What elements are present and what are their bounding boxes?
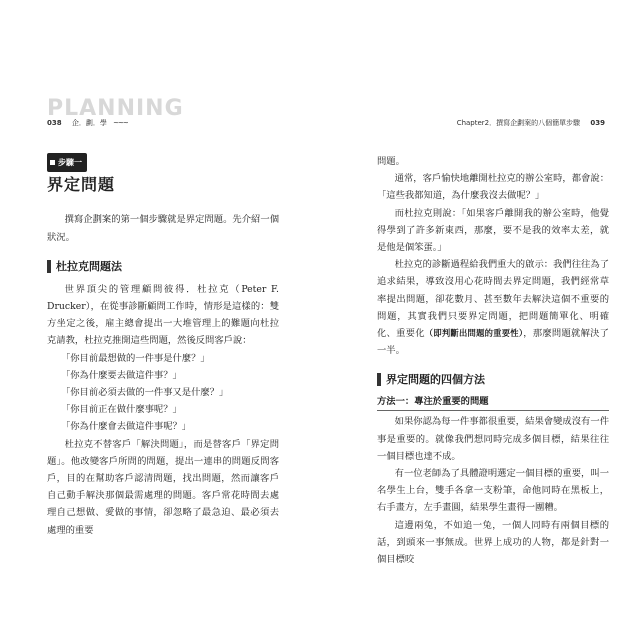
book-spread [47, 96, 609, 566]
paragraph: 有一位老師為了具體證明選定一個目標的重要，叫一名學生上台，雙手各拿一支粉筆，命他同時在黑板上，右手畫方，左手畫圓，結果學生畫得一團糟。 [377, 468, 609, 514]
paragraph [377, 256, 609, 359]
wave-ornament: ~~~ [113, 119, 128, 127]
continued-text: 問題。 [377, 156, 405, 167]
method-heading: 方法一：專注於重要的問題 [377, 394, 609, 411]
page-title: 界定問題 [47, 175, 116, 195]
paragraph-text: 杜拉克的診斷過程給我們重大的啟示：我們往往為了追求結果，導致沒用心花時間去界定問題，我們經常草率提出問題，卻花數月、甚至數年去解決這個不重要的問題，其實我們只要界定問題，把問題簡單化、明確化、重要化 [377, 259, 609, 340]
section-heading-drucker: 杜拉克問題法 [47, 260, 279, 273]
right-running-header [457, 118, 605, 128]
paragraph: 世界頂尖的管理顧問彼得．杜拉克（Peter F. Drucker），在從事診斷顧問工作時，情形是這樣的：雙方坐定之後，雇主總會提出一大堆管理上的難題向杜拉克請教，杜拉克推開這些問題，然後反問客戶說： [47, 283, 279, 347]
question-item: 「你為什麼要去做這件事？」 [60, 369, 182, 381]
paragraph-text: ，那麼問題就解決了一半。 [377, 328, 609, 357]
paragraph: 杜拉克不替客戶「解決問題」，而是替客戶「界定問題」。他改變客戶所問的問題，提出一連串的問題反問客戶，目的在幫助客戶認清問題，找出問題，然而讓客戶自己動手解決那個最需處理的問題。客戶常花時間去處理自己想做、愛做的事情，卻忽略了最急迫、最必須去處理的重要 [47, 438, 279, 536]
planning-watermark: PLANNING [47, 96, 184, 121]
chapter-title: Chapter2．撰寫企劃案的八個簡單步驟 [456, 119, 581, 127]
paragraph: 如果你認為每一件事都很重要，結果會變成沒有一件事是重要的。就像我們想同時完成多個目標，結果往往一個目標也達不成。 [377, 416, 609, 462]
left-book-title: 企．劃．學 [71, 119, 107, 127]
left-page-number: 038 [47, 119, 62, 127]
right-page [377, 153, 609, 568]
left-running-header [47, 118, 128, 128]
question-item: 「你為什麼會去做這件事呢？」 [60, 421, 192, 433]
square-bullet-icon [50, 160, 55, 165]
paragraph: 通常，客戶愉快地離開杜拉克的辦公室時，都會說：「這些我都知道，為什麼我沒去做呢？」 [377, 173, 609, 202]
emphasis-text: （即判斷出問題的重要性） [424, 328, 524, 339]
paragraph: 這邊兩兔，不如追一兔，一個人同時有兩個目標的話，到頭來一事無成。世界上成功的人物，都是針對一個目標咬 [377, 519, 609, 566]
intro-paragraph: 撰寫企劃案的第一個步驟就是界定問題。先介紹一個狀況。 [47, 214, 279, 243]
question-item: 「你目前正在做什麼事呢？」 [60, 404, 182, 416]
step-badge [47, 153, 87, 172]
paragraph: 而杜拉克則說：「如果客戶離開我的辦公室時，他覺得學到了許多新東西，那麼，要不是我的效率太差，就是他是個笨蛋。」 [377, 207, 609, 254]
step-label: 步驟一 [58, 158, 82, 167]
question-item: 「你目前最想做的一件事是什麼？」 [60, 352, 210, 364]
right-page-number: 039 [590, 119, 605, 127]
question-item: 「你目前必須去做的一件事又是什麼？」 [60, 387, 229, 399]
section-heading-four-methods: 界定問題的四個方法 [377, 373, 609, 386]
left-page [47, 153, 279, 539]
